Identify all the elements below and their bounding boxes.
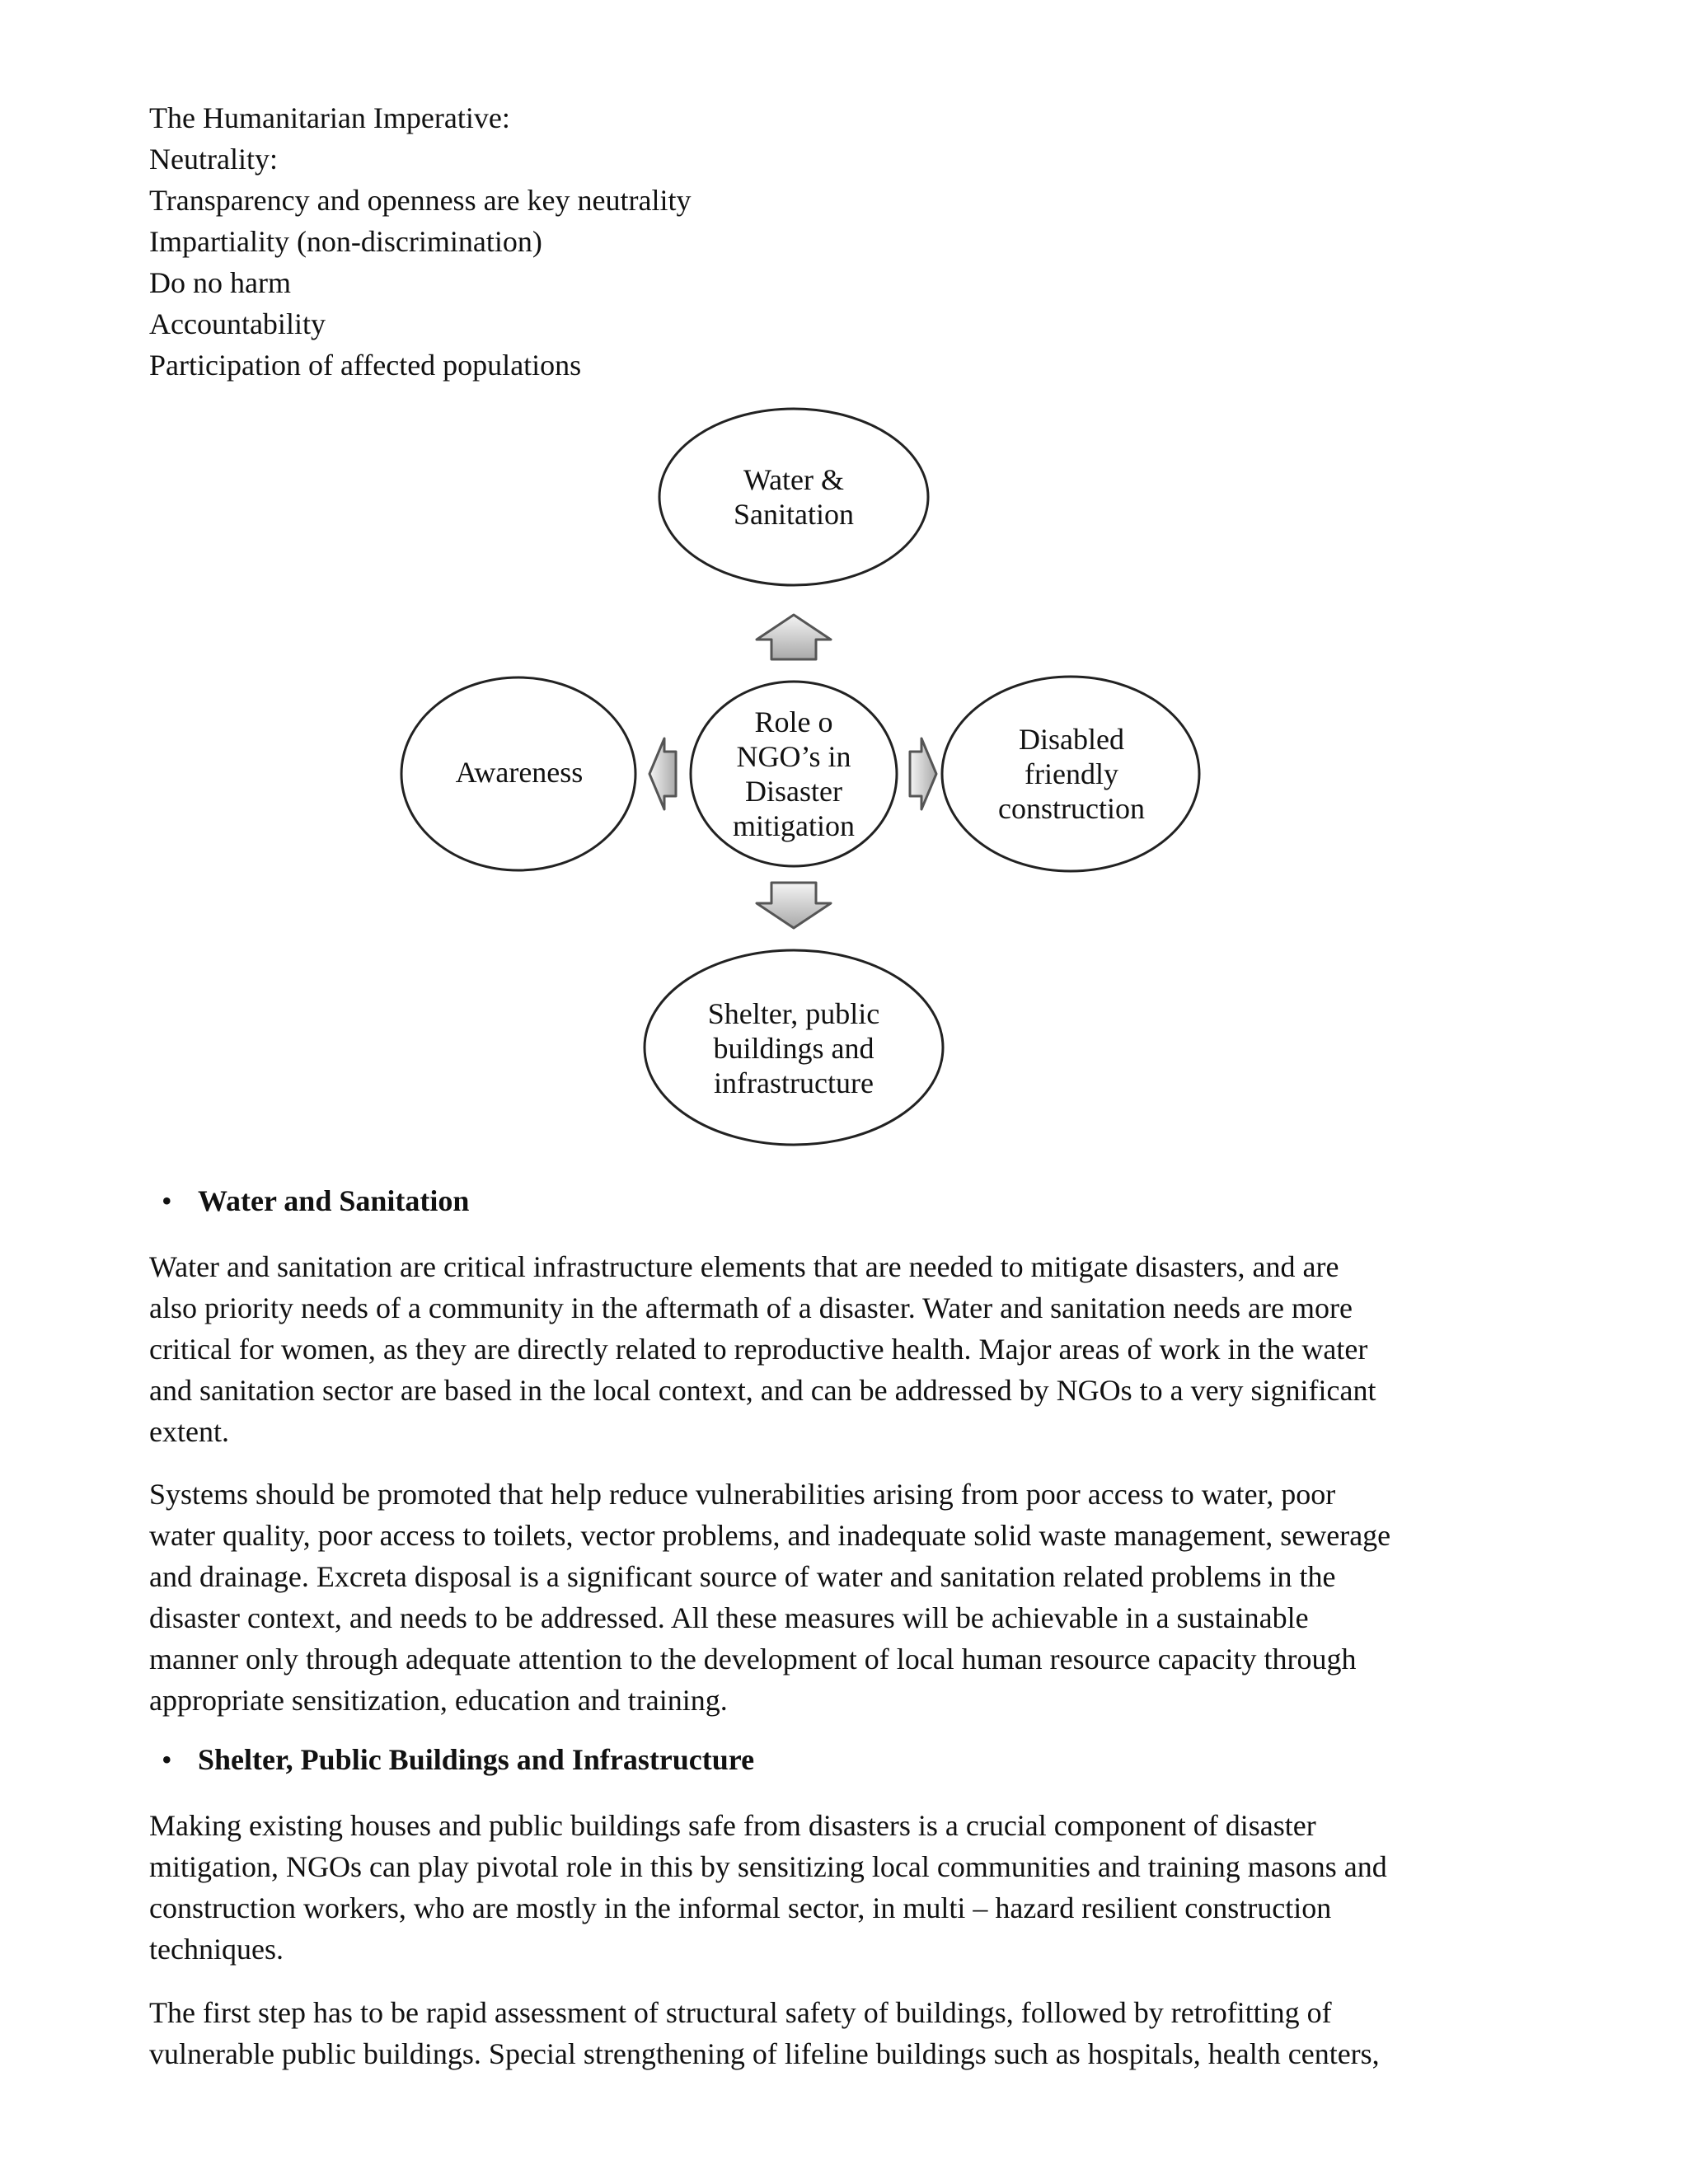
node-shelter <box>676 995 912 1102</box>
arrow-down-icon <box>757 883 831 928</box>
paragraph-line: and drainage. Excreta disposal is a significant source of water and sanitation related problems in the <box>149 1560 1336 1593</box>
paragraph-line: vulnerable public buildings. Special strengthening of lifeline buildings such as hospitals, health centers, <box>149 2037 1380 2070</box>
paragraph-line: appropriate sensitization, education and training. <box>149 1684 728 1717</box>
section-heading <box>162 1183 470 1218</box>
node-disabled-friendly <box>964 720 1179 827</box>
node-line: Disaster <box>745 775 842 808</box>
node-line: Disabled <box>1019 723 1124 756</box>
section-heading <box>162 1742 755 1777</box>
paragraph-line: and sanitation sector are based in the local context, and can be addressed by NGOs to a very significant <box>149 1374 1376 1407</box>
node-line: NGO’s in <box>736 740 851 773</box>
paragraph-line: construction workers, who are mostly in the informal sector, in multi – hazard resilient construction <box>149 1891 1332 1924</box>
paragraph <box>149 1805 1542 1970</box>
paragraph <box>149 1992 1542 2074</box>
node-water-sanitation <box>684 457 903 537</box>
paragraph <box>149 1474 1542 1721</box>
paragraph-line: manner only through adequate attention to the development of local human resource capacity through <box>149 1643 1357 1675</box>
node-awareness <box>420 752 618 793</box>
intro-line: Do no harm <box>149 266 291 299</box>
node-center-role <box>707 704 880 844</box>
intro-line: The Humanitarian Imperative: <box>149 101 510 134</box>
node-line: buildings and <box>713 1032 874 1065</box>
paragraph-line: critical for women, as they are directly related to reproductive health. Major areas of work in the water <box>149 1333 1368 1366</box>
node-line: infrastructure <box>714 1066 874 1099</box>
intro-line: Transparency and openness are key neutrality <box>149 184 692 217</box>
intro-line: Accountability <box>149 307 326 340</box>
node-line: Shelter, public <box>707 997 880 1030</box>
paragraph-line: also priority needs of a community in the aftermath of a disaster. Water and sanitation needs are more <box>149 1291 1353 1324</box>
node-line: Water & <box>743 463 845 496</box>
bullet-icon: • <box>162 1184 172 1217</box>
paragraph-line: water quality, poor access to toilets, vector problems, and inadequate solid waste management, sewerage <box>149 1519 1391 1552</box>
node-line: friendly <box>1025 757 1118 790</box>
node-line: Role o <box>754 705 833 738</box>
intro-line: Impartiality (non-discrimination) <box>149 225 542 258</box>
node-line: construction <box>998 792 1145 825</box>
arrow-left-icon <box>649 738 676 809</box>
bullet-icon: • <box>162 1743 172 1776</box>
intro-line: Participation of affected populations <box>149 349 582 382</box>
paragraph <box>149 1246 1542 1452</box>
paragraph-line: Water and sanitation are critical infrastructure elements that are needed to mitigate disasters, and are <box>149 1250 1339 1283</box>
intro-line: Neutrality: <box>149 143 278 176</box>
paragraph-line: Systems should be promoted that help reduce vulnerabilities arising from poor access to water, poor <box>149 1478 1336 1511</box>
paragraph-line: disaster context, and needs to be addressed. All these measures will be achievable in a sustainable <box>149 1601 1309 1634</box>
paragraph-line: Making existing houses and public buildings safe from disasters is a crucial component of disaster <box>149 1809 1316 1842</box>
arrow-up-icon <box>757 615 831 659</box>
paragraph-line: mitigation, NGOs can play pivotal role in this by sensitizing local communities and training masons and <box>149 1850 1387 1883</box>
paragraph-line: extent. <box>149 1415 229 1448</box>
node-line: Awareness <box>455 756 584 789</box>
paragraph-line: The first step has to be rapid assessment of structural safety of buildings, followed by retrofitting of <box>149 1996 1332 2029</box>
node-line: mitigation <box>733 809 855 842</box>
paragraph-line: techniques. <box>149 1933 284 1966</box>
node-line: Sanitation <box>734 498 854 531</box>
arrow-right-icon <box>910 738 936 809</box>
section-heading-text: Water and Sanitation <box>198 1184 470 1217</box>
section-heading-text: Shelter, Public Buildings and Infrastructure <box>198 1743 755 1776</box>
